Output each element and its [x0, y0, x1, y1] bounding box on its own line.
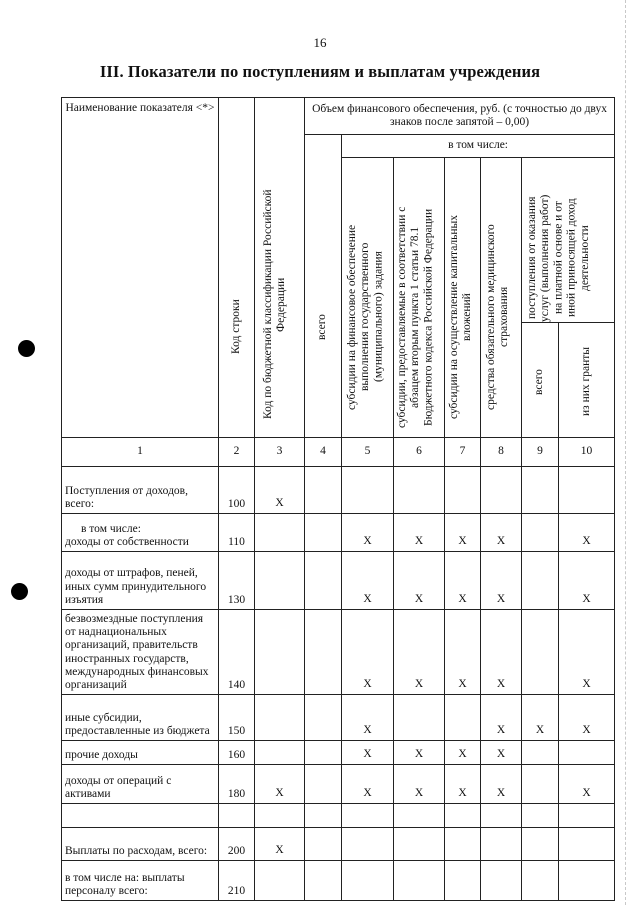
- row-code: 100: [219, 467, 255, 514]
- punch-hole-top: [18, 340, 35, 357]
- cell-mark: X: [445, 741, 481, 765]
- row-label: [62, 514, 219, 552]
- cell-mark: [255, 610, 305, 695]
- row-code: 160: [219, 741, 255, 765]
- row-label: [62, 467, 219, 514]
- row-label: [62, 610, 219, 695]
- cell-mark: [305, 695, 342, 741]
- cell-mark: [445, 695, 481, 741]
- cell-mark: X: [481, 514, 522, 552]
- cell-mark: [445, 467, 481, 514]
- cell-mark: [305, 828, 342, 861]
- column-number: 6: [394, 438, 445, 467]
- row-label-prefix: в том числе:: [81, 522, 141, 535]
- cell-mark: [559, 741, 615, 765]
- column-number: 9: [522, 438, 559, 467]
- column-number: 3: [255, 438, 305, 467]
- header-col10-grants: из них гранты: [559, 323, 615, 438]
- cell-mark: [255, 552, 305, 610]
- row-code: 110: [219, 514, 255, 552]
- cell-mark: [522, 552, 559, 610]
- table-row: [62, 765, 615, 804]
- row-label: [62, 695, 219, 741]
- cell-mark: X: [255, 765, 305, 804]
- page-edge-scan-line: [625, 0, 626, 905]
- cell-mark: X: [394, 741, 445, 765]
- cell-mark: [522, 765, 559, 804]
- section-title: III. Показатели по поступлениям и выплатам учреждения: [99, 62, 541, 81]
- cell-mark: [305, 610, 342, 695]
- cell-mark: [305, 861, 342, 901]
- table-row: [62, 467, 615, 514]
- table-row: [62, 741, 615, 765]
- table-row: [62, 514, 615, 552]
- cell-mark: [255, 741, 305, 765]
- header-col6-article-78-subsidies: субсидии, предоставляемые в соответствии с абзацем вторым пункта 1 статьи 78.1 Бюджетного кодекса Российской Федерации: [394, 158, 445, 438]
- cell-mark: X: [342, 765, 394, 804]
- header-budget-code: Код по бюджетной классификации Российской Федерации: [255, 98, 305, 438]
- cell-mark: [394, 861, 445, 901]
- row-code: [219, 804, 255, 828]
- table-row: [62, 695, 615, 741]
- cell-mark: [559, 828, 615, 861]
- cell-mark: X: [481, 610, 522, 695]
- cell-mark: X: [255, 828, 305, 861]
- column-number: 5: [342, 438, 394, 467]
- cell-mark: X: [481, 552, 522, 610]
- cell-mark: X: [394, 610, 445, 695]
- row-code: 210: [219, 861, 255, 901]
- cell-mark: X: [559, 610, 615, 695]
- cell-mark: [522, 828, 559, 861]
- cell-mark: [305, 514, 342, 552]
- row-label: [62, 552, 219, 610]
- cell-mark: [305, 467, 342, 514]
- cell-mark: X: [481, 695, 522, 741]
- column-numbers-row: [62, 438, 615, 467]
- row-label: [62, 861, 219, 901]
- header-total: всего: [305, 135, 342, 438]
- cell-mark: X: [394, 514, 445, 552]
- row-code: 180: [219, 765, 255, 804]
- cell-mark: [255, 861, 305, 901]
- header-col8-medical-insurance: средства обязательного медицинского страхования: [481, 158, 522, 438]
- cell-mark: [305, 804, 342, 828]
- row-label-text: прочие доходы: [65, 749, 138, 762]
- column-number: 8: [481, 438, 522, 467]
- row-label: [62, 804, 219, 828]
- row-label-text: безвозмездные поступления от наднациональных организаций, правительств иностранных государств, международных финансовых организаций: [65, 613, 209, 692]
- row-label-text: доходы от штрафов, пеней, иных сумм принудительного изъятия: [65, 567, 207, 606]
- cell-mark: [394, 828, 445, 861]
- table-row: [62, 804, 615, 828]
- cell-mark: [559, 861, 615, 901]
- cell-mark: X: [342, 695, 394, 741]
- table-row: [62, 610, 615, 695]
- table-row: [62, 828, 615, 861]
- row-code: 140: [219, 610, 255, 695]
- row-label: [62, 828, 219, 861]
- row-label: [62, 741, 219, 765]
- header-row-code: Код строки: [219, 98, 255, 438]
- header-col5-state-task-subsidies: субсидии на финансовое обеспечение выполнения государственного (муниципального) задания: [342, 158, 394, 438]
- cell-mark: X: [394, 552, 445, 610]
- cell-mark: [522, 467, 559, 514]
- row-label-text: Выплаты по расходам, всего:: [65, 845, 208, 858]
- cell-mark: [445, 861, 481, 901]
- header-indicator-name: Наименование показателя <*>: [62, 98, 219, 438]
- cell-mark: X: [481, 765, 522, 804]
- cell-mark: X: [445, 552, 481, 610]
- cell-mark: X: [445, 610, 481, 695]
- cell-mark: X: [559, 695, 615, 741]
- cell-mark: [394, 804, 445, 828]
- table-row: [62, 552, 615, 610]
- cell-mark: X: [522, 695, 559, 741]
- header-col7-capital-subsidies: субсидии на осуществление капитальных вложений: [445, 158, 481, 438]
- row-code: 150: [219, 695, 255, 741]
- cell-mark: [342, 467, 394, 514]
- cell-mark: X: [559, 765, 615, 804]
- cell-mark: X: [342, 610, 394, 695]
- row-code: 200: [219, 828, 255, 861]
- cell-mark: [394, 467, 445, 514]
- cell-mark: [255, 804, 305, 828]
- cell-mark: [255, 695, 305, 741]
- header-financial-volume: Объем финансового обеспечения, руб. (с точностью до двух знаков после запятой – 0,00): [305, 98, 615, 135]
- cell-mark: [394, 695, 445, 741]
- cell-mark: [522, 741, 559, 765]
- punch-hole-bottom: [11, 583, 28, 600]
- row-label-text: Поступления от доходов, всего:: [65, 484, 188, 510]
- row-label-text: доходы от операций с активами: [65, 774, 172, 801]
- cell-mark: [445, 804, 481, 828]
- cell-mark: X: [481, 741, 522, 765]
- column-number: 7: [445, 438, 481, 467]
- row-label-text: в том числе на: выплаты персоналу всего:: [65, 871, 185, 898]
- cell-mark: [481, 467, 522, 514]
- cell-mark: X: [342, 741, 394, 765]
- cell-mark: [522, 514, 559, 552]
- cell-mark: X: [445, 514, 481, 552]
- cell-mark: [305, 552, 342, 610]
- cell-mark: X: [255, 467, 305, 514]
- cell-mark: [522, 861, 559, 901]
- header-col9-total: всего: [522, 323, 559, 438]
- header-including: в том числе:: [342, 135, 615, 158]
- table-row: [62, 861, 615, 901]
- cell-mark: [305, 765, 342, 804]
- page-number: 16: [313, 35, 327, 50]
- cell-mark: [559, 804, 615, 828]
- cell-mark: X: [342, 514, 394, 552]
- cell-mark: X: [394, 765, 445, 804]
- row-label-text: доходы от собственности: [65, 535, 189, 548]
- row-label: [62, 765, 219, 804]
- cell-mark: [522, 610, 559, 695]
- cell-mark: [481, 828, 522, 861]
- cell-mark: [342, 804, 394, 828]
- cell-mark: [481, 804, 522, 828]
- cell-mark: [342, 828, 394, 861]
- row-label-text: иные субсидии, предоставленные из бюджета: [65, 711, 210, 738]
- cell-mark: [342, 861, 394, 901]
- header-col9-10-paid-services: поступления от оказания услуг (выполнения работ) на платной основе и от иной приносящей доход деятельности: [522, 158, 615, 323]
- cell-mark: X: [342, 552, 394, 610]
- receipts-payments-table: [61, 97, 615, 901]
- cell-mark: X: [445, 765, 481, 804]
- column-number: 4: [305, 438, 342, 467]
- cell-mark: [255, 514, 305, 552]
- column-number: 1: [62, 438, 219, 467]
- cell-mark: [481, 861, 522, 901]
- cell-mark: X: [559, 552, 615, 610]
- cell-mark: [305, 741, 342, 765]
- cell-mark: [559, 467, 615, 514]
- column-number: 2: [219, 438, 255, 467]
- column-number: 10: [559, 438, 615, 467]
- row-code: 130: [219, 552, 255, 610]
- cell-mark: [445, 828, 481, 861]
- cell-mark: [522, 804, 559, 828]
- cell-mark: X: [559, 514, 615, 552]
